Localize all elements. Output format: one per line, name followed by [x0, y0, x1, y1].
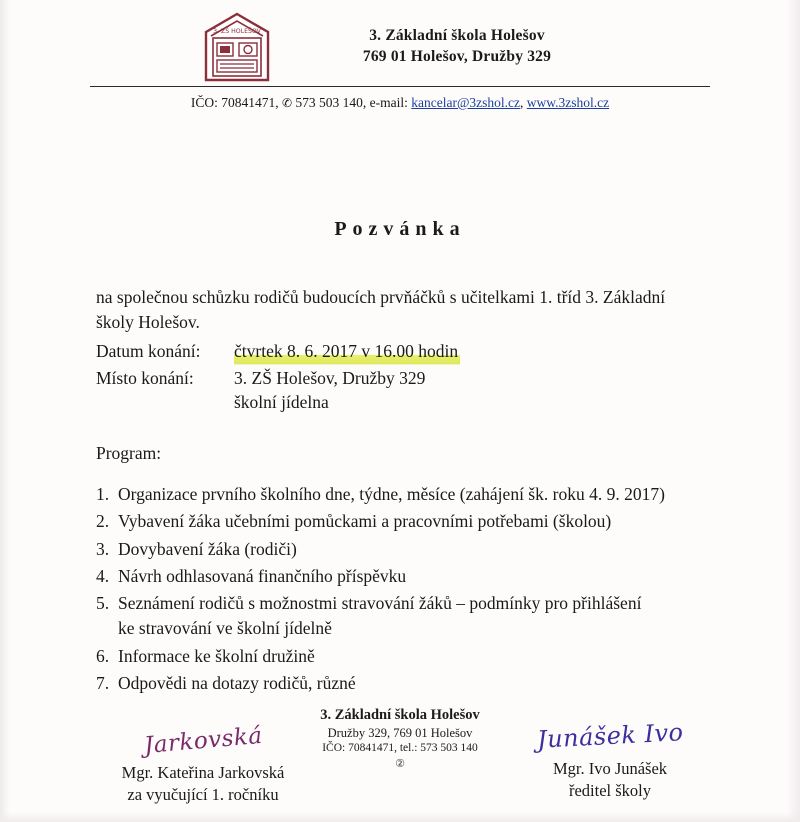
place-row: [96, 366, 706, 391]
list-item-text: Odpovědi na dotazy rodičů, různé: [118, 672, 356, 693]
contact-separator: ,: [520, 95, 524, 110]
signer-name-right: Mgr. Ivo Junášek: [552, 759, 668, 778]
stamp-school-name: 3. Základní škola Holešov: [320, 707, 480, 723]
signature-block-right: [480, 718, 740, 803]
list-item: [96, 509, 706, 534]
email-label: e-mail:: [369, 95, 408, 110]
date-value: čtvrtek 8. 6. 2017 v 16.00 hodin: [234, 339, 460, 366]
place-value-secondary: školní jídelna: [234, 392, 329, 413]
list-item: [96, 671, 706, 696]
stamp-mark-icon: ②: [395, 758, 405, 771]
signature-block-left: [78, 722, 328, 807]
handwritten-signature-left: Jarkovská: [142, 722, 264, 760]
scan-edge-left: [0, 0, 10, 822]
list-item-text: Informace ke školní družině: [118, 645, 315, 666]
letterhead-contact: [90, 94, 710, 112]
page-title: Pozvánka: [334, 218, 466, 240]
list-item-number: 1.: [96, 484, 110, 505]
scan-edge-bottom: [0, 812, 800, 822]
website-link[interactable]: www.3zshol.cz: [526, 95, 610, 110]
signer-role-left: za vyučující 1. ročníku: [127, 785, 279, 805]
list-item-number: 4.: [96, 566, 110, 587]
scan-edge-right: [786, 0, 800, 822]
list-item-number: 5.: [96, 593, 110, 614]
letterhead-divider: [90, 86, 710, 87]
phone-number: 573 503 140,: [295, 95, 367, 110]
list-item-text-line1: Seznámení rodičů s možnostmi stravování žáků – podmínky pro přihlášení: [118, 593, 642, 614]
list-item-text: Návrh odhlasovaná finančního příspěvku: [118, 566, 407, 587]
list-item: [96, 644, 706, 669]
school-name: 3. Základní škola Holešov: [369, 27, 545, 44]
stamp-ico: IČO: 70841471, tel.: 573 503 140: [322, 742, 478, 755]
list-item-text: [118, 591, 706, 641]
list-item: [96, 591, 706, 641]
list-item-text-line2: ke stravování ve školní jídelně: [118, 618, 332, 639]
program-label: Program:: [96, 443, 162, 464]
stamp-address: Družby 329, 769 01 Holešov: [327, 725, 473, 740]
signer-role-right: ředitel školy: [568, 781, 652, 801]
svg-text:3. ZŠ HOLEŠOV: 3. ZŠ HOLEŠOV: [213, 28, 261, 35]
letterhead: [90, 8, 710, 112]
email-link[interactable]: kancelar@3zshol.cz: [411, 95, 521, 110]
list-item-text: Vybavení žáka učebními pomůckami a pracovními potřebami (školou): [118, 511, 612, 532]
phone-icon: ✆: [281, 96, 293, 110]
list-item-number: 2.: [96, 511, 110, 532]
list-item-text: Dovybavení žáka (rodiči): [118, 538, 297, 559]
document-body: [96, 285, 706, 698]
list-item-number: 6.: [96, 645, 110, 666]
list-item-number: 3.: [96, 538, 110, 559]
list-item: [96, 537, 706, 562]
ico-text: IČO: 70841471,: [190, 95, 279, 110]
school-address: 769 01 Holešov, Družby 329: [362, 47, 552, 65]
date-label: Datum konání:: [96, 340, 201, 361]
letterhead-top: [90, 8, 710, 84]
intro-paragraph: na společnou schůzku rodičů budoucích prvňáčků s učitelkami 1. tříd 3. Základní školy Holešov.: [96, 287, 666, 332]
place-value: 3. ZŠ Holešov, Družby 329: [234, 367, 426, 388]
signer-name-left: Mgr. Kateřina Jarkovská: [121, 763, 285, 782]
list-item-text: Organizace prvního školního dne, týdne, měsíce (zahájení šk. roku 4. 9. 2017): [118, 484, 665, 505]
list-item-number: 7.: [96, 672, 110, 693]
place-label: Místo konání:: [96, 367, 194, 388]
letterhead-titles: [274, 8, 710, 68]
school-crest-icon: [200, 10, 274, 84]
list-item: [96, 482, 706, 507]
handwritten-signature-right: Junášek Ivo: [536, 718, 684, 754]
program-list: [96, 482, 706, 696]
list-item: [96, 564, 706, 589]
date-row: [96, 339, 706, 366]
